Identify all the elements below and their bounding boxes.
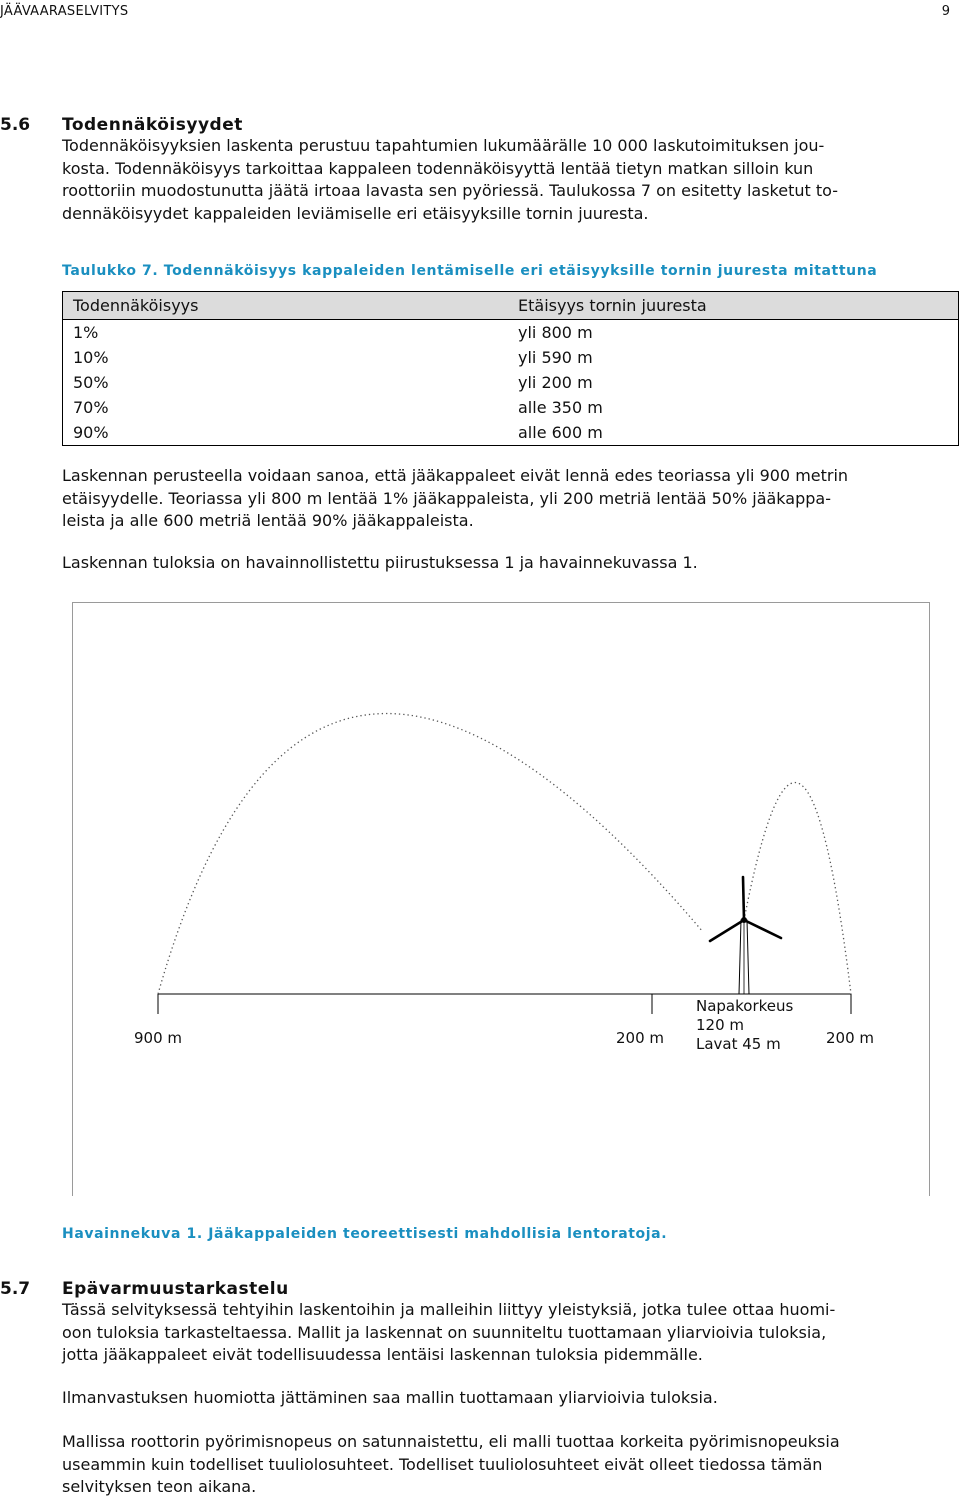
text-line: roottoriin muodostunutta jäätä irtoaa lavasta sen pyöriessä. Taulukossa 7 on esitetty lasketut to- <box>62 181 838 200</box>
text-line: oon tuloksia tarkasteltaessa. Mallit ja laskennat on suunniteltu tuottamaan yliarvioivia tuloksia, <box>62 1322 827 1342</box>
distance-label-900: 900 m <box>134 1029 183 1047</box>
text-line: useammin kuin todelliset tuuliolosuhteet. Todelliset tuuliolosuhteet eivät olleet tiedossa tämän <box>62 1454 823 1474</box>
table-cell: yli 200 m <box>518 373 593 392</box>
table-cell: 10% <box>73 348 109 367</box>
page-number: 9 <box>941 4 950 19</box>
section-number: 5.7 <box>0 1279 31 1299</box>
body-paragraph <box>62 1387 942 1410</box>
table-caption: Taulukko 7. Todennäköisyys kappaleiden lentämiselle eri etäisyyksille tornin juuresta mitattuna <box>62 263 878 279</box>
section-title: Epävarmuustarkastelu <box>62 1279 289 1299</box>
table-cell: alle 600 m <box>518 423 603 442</box>
table-row <box>63 395 959 420</box>
document-header: JÄÄVAARASELVITYS <box>0 4 129 19</box>
text-line: jotta jääkappaleet eivät todellisuudessa lentäisi laskennan tuloksia pidemmälle. <box>62 1345 703 1364</box>
section-number: 5.6 <box>0 115 31 135</box>
text-line: Mallissa roottorin pyörimisnopeus on satunnaistettu, eli malli tuottaa korkeita pyörimisnopeuksia <box>62 1432 840 1451</box>
table-row <box>63 370 959 395</box>
table-row <box>63 420 959 446</box>
section-paragraph <box>62 135 942 225</box>
hub-height-value: 120 m <box>696 1016 745 1034</box>
table-cell: alle 350 m <box>518 398 603 417</box>
wind-turbine-icon <box>710 877 781 994</box>
text-line: Laskennan tuloksia on havainnollistettu piirustuksessa 1 ja havainnekuvassa 1. <box>62 553 698 572</box>
table-cell: yli 590 m <box>518 348 593 367</box>
text-line: selvityksen teon aikana. <box>62 1477 257 1496</box>
table-cell: 1% <box>73 323 99 342</box>
hub-height-label: Napakorkeus <box>696 997 794 1015</box>
figure-caption: Havainnekuva 1. Jääkappaleiden teoreettisesti mahdollisia lentoratoja. <box>62 1226 668 1242</box>
table-cell: yli 800 m <box>518 323 593 342</box>
body-paragraph <box>62 552 942 575</box>
table-row <box>63 345 959 370</box>
body-paragraph <box>62 465 942 533</box>
table-cell: 50% <box>73 373 109 392</box>
text-line: leista ja alle 600 metriä lentää 90% jääkappaleista. <box>62 511 474 530</box>
trajectory-figure <box>72 602 930 1196</box>
table-header: Todennäköisyys <box>63 292 509 320</box>
table-cell: 70% <box>73 398 109 417</box>
table-header-row <box>63 292 959 320</box>
text-line: Laskennan perusteella voidaan sanoa, että jääkappaleet eivät lennä edes teoriassa yli 900 metrin <box>62 466 849 485</box>
probability-table <box>62 291 959 446</box>
table-row <box>63 320 959 346</box>
distance-label-200-left: 200 m <box>616 1029 665 1047</box>
text-line: kosta. Todennäköisyys tarkoittaa kappaleen todennäköisyyttä lentää tietyn matkan silloin kun <box>62 158 814 178</box>
table-header: Etäisyys tornin juuresta <box>508 292 959 320</box>
section-paragraph <box>62 1299 942 1367</box>
blade-length-label: Lavat 45 m <box>696 1035 781 1053</box>
long-trajectory-curve <box>158 714 703 994</box>
text-line: etäisyydelle. Teoriassa yli 800 m lentää 1% jääkappaleista, yli 200 metriä lentää 50% jääkappa- <box>62 488 831 508</box>
body-paragraph <box>62 1431 942 1499</box>
text-line: Ilmanvastuksen huomiotta jättäminen saa mallin tuottamaan yliarvioivia tuloksia. <box>62 1388 718 1407</box>
section-title: Todennäköisyydet <box>62 115 243 135</box>
table-cell: 90% <box>73 423 109 442</box>
distance-label-200-right: 200 m <box>826 1029 875 1047</box>
short-trajectory-curve <box>744 783 851 994</box>
text-line: dennäköisyydet kappaleiden leviämiselle eri etäisyyksille tornin juuresta. <box>62 203 649 223</box>
text-line: Todennäköisyyksien laskenta perustuu tapahtumien lukumäärälle 10 000 laskutoimituksen jou- <box>62 136 825 155</box>
text-line: Tässä selvityksessä tehtyihin laskentoihin ja malleihin liittyy yleistyksiä, jotka tulee ottaa huomi- <box>62 1300 836 1319</box>
